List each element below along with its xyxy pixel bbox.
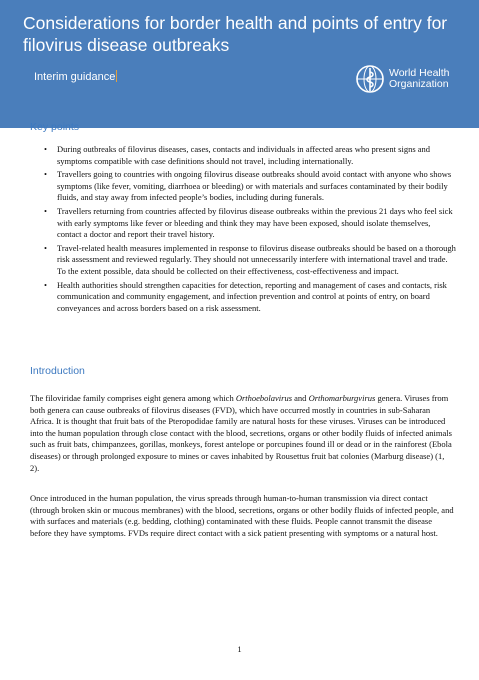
list-item xyxy=(42,169,457,204)
text-cursor xyxy=(116,70,117,82)
subtitle-text: Interim guidance xyxy=(34,71,116,83)
document-subtitle xyxy=(34,70,117,83)
introduction-heading: Introduction xyxy=(30,365,85,377)
list-item-text: Health authorities should strengthen capacities for detection, reporting and management of cases and contacts, risk communication and community engagement, and infection prevention and control at points of entry, on board conveyances and across borders based on a risk assessment. xyxy=(57,279,447,313)
genus-name: Orthomarburgvirus xyxy=(308,393,376,403)
who-name-line1: World Health xyxy=(389,67,450,79)
bullet-icon: • xyxy=(44,144,47,154)
who-name-line2: Organization xyxy=(389,78,449,90)
bullet-icon: • xyxy=(44,169,47,180)
who-emblem-icon xyxy=(355,64,385,94)
intro-paragraph-1 xyxy=(30,393,455,474)
list-item-text: Travellers going to countries with ongoing filovirus disease outbreaks should avoid contact with anyone who shows symptoms (like fever, vomiting, diarrhoea or bleeding) or with materials and surfaces contaminated by their bodily fluids, and stay away from infected people’s bodies, including during funerals. xyxy=(57,169,452,203)
intro-text: and xyxy=(292,393,309,403)
list-item xyxy=(42,243,457,278)
genus-name: Orthoebolavirus xyxy=(235,393,293,403)
who-logo xyxy=(355,64,450,94)
intro-paragraph-2: Once introduced in the human population, the virus spreads through human-to-human transmission via direct contact (through broken skin or mucous membranes) with the blood, secretions, organs or other bodily fluids of infected people, and with surfaces and materials (e.g. bedding, clothing) contaminated with these fluids. People cannot transmit the disease before they have symptoms. FVDs require direct contact with a sick patient presenting with symptoms or a natural host. xyxy=(30,493,454,538)
key-points-heading: Key points xyxy=(30,121,80,133)
page-number: 1 xyxy=(237,644,242,654)
bullet-icon: • xyxy=(44,205,47,216)
who-name xyxy=(389,68,450,90)
list-item xyxy=(42,144,457,167)
bullet-icon: • xyxy=(44,242,47,253)
list-item xyxy=(42,206,457,241)
bullet-icon: • xyxy=(44,279,47,290)
report-header xyxy=(0,0,479,128)
list-item xyxy=(42,280,457,315)
list-item-text: During outbreaks of filovirus diseases, cases, contacts and individuals in affected areas who present signs and symptoms compatible with case definitions should not travel, including internationally. xyxy=(57,144,431,166)
key-points-list xyxy=(42,144,457,316)
list-item-text: Travel-related health measures implemented in response to filovirus disease outbreaks should be based on a thorough risk assessment and reviewed regularly. They should not unnecessarily interfere with international travel and trade. To the extent possible, data should be collected on their effectiveness, cost-effectiveness and impact. xyxy=(57,242,456,276)
document-title: Considerations for border health and points of entry for filovirus disease outbreaks xyxy=(23,13,448,55)
intro-text: genera. Viruses from both genera can cause outbreaks of filovirus diseases (FVD), which have occurred mostly in countries in sub-Saharan Africa. It is thought that fruit bats of the Pteropodidae family are natural hosts for these viruses. Viruses can be introduced into the human population through close contact with the blood, secretions, organs or other bodily fluids of infected animals such as fruit bats, chimpanzees, gorillas, monkeys, forest antelope or porcupines found ill or dead or in the rainforest (Ebola diseases) or through prolonged exposure to mines or caves inhabited by Rousettus fruit bat colonies (Marburg disease) (1, 2). xyxy=(30,393,452,473)
intro-text: The filoviridae family comprises eight genera among which xyxy=(30,393,236,403)
list-item-text: Travellers returning from countries affected by filovirus disease outbreaks within the previous 21 days who feel sick with early symptoms like fever or bleeding and think they may have been exposed, should isolate themselves, contact a doctor and report their travel history. xyxy=(57,205,453,240)
